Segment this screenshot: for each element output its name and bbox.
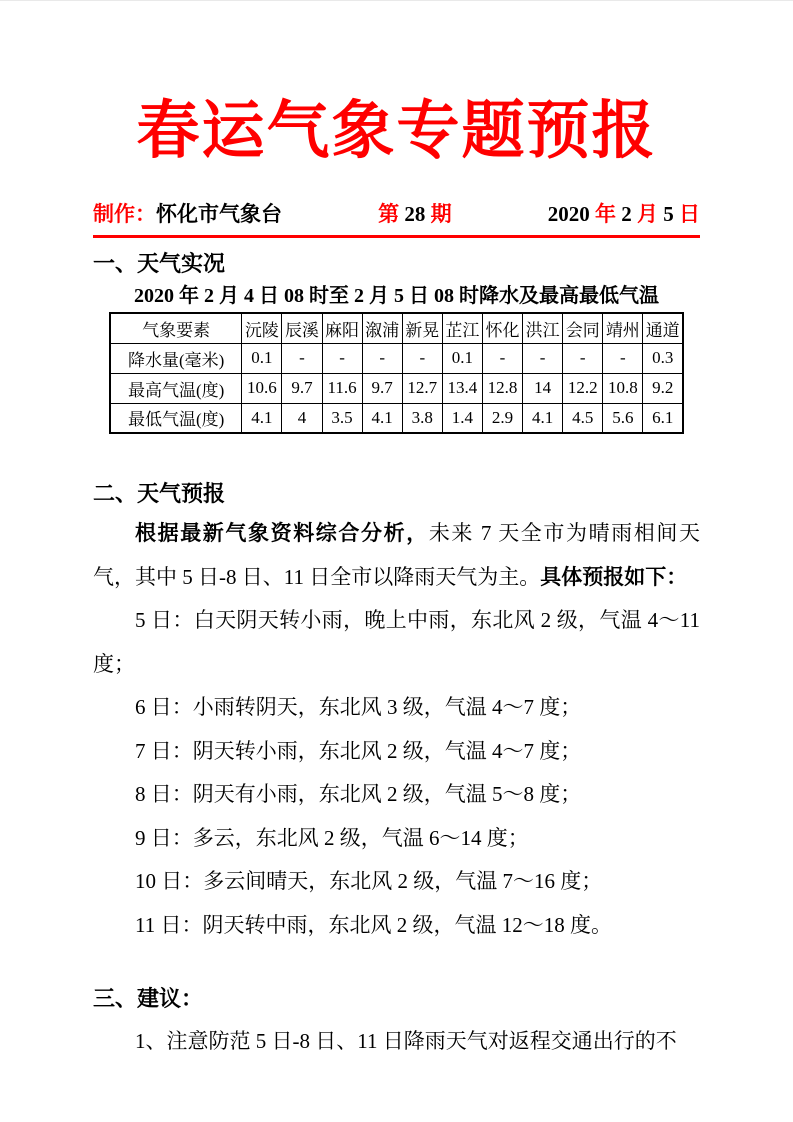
forecast-day-line: 11 日：阴天转中雨，东北风 2 级，气温 12～18 度。	[135, 912, 612, 937]
table-cell: 10.6	[242, 373, 282, 403]
masthead-date	[548, 201, 700, 227]
table-cell: 4.1	[242, 403, 282, 433]
issue-number: 28	[404, 202, 426, 226]
forecast-intro-tail: 具体预报如下：	[540, 564, 688, 589]
table-cell: 13.4	[442, 373, 482, 403]
table-cell: 4.1	[362, 403, 402, 433]
forecast-day-line: 9 日：多云，东北风 2 级，气温 6～14 度；	[135, 825, 529, 850]
table-row-label: 最高气温(度)	[110, 373, 242, 403]
table-header-cell: 气象要素	[110, 313, 242, 343]
table-cell: 4.1	[523, 403, 563, 433]
table-cell: 0.1	[242, 343, 282, 373]
table-cell: 4	[282, 403, 322, 433]
issue-suffix: 期	[425, 202, 452, 226]
section3-heading: 三、建议：	[93, 986, 204, 1011]
table-cell: 9.2	[643, 373, 683, 403]
suggestion-item: 1、注意防范 5 日-8 日、11 日降雨天气对返程交通出行的不	[135, 1029, 677, 1053]
table-cell: 2.9	[482, 403, 522, 433]
forecast-intro	[93, 512, 700, 599]
table-header-cell: 靖州	[603, 313, 643, 343]
table-header-cell: 会同	[563, 313, 603, 343]
date-year-unit: 年	[589, 202, 622, 226]
document-title: 春运气象专题预报	[136, 96, 657, 166]
date-year: 2020	[547, 202, 590, 226]
masthead-producer	[93, 201, 282, 227]
table-cell: 12.2	[563, 373, 603, 403]
table-header-cell: 通道	[643, 313, 683, 343]
table-cell: 4.5	[563, 403, 603, 433]
date-day-unit: 日	[673, 202, 700, 226]
table-row-min-temp	[110, 403, 683, 433]
forecast-day-line: 8 日：阴天有小雨，东北风 2 级，气温 5～8 度；	[135, 782, 582, 806]
masthead-issue	[378, 201, 452, 227]
table-header-cell: 麻阳	[322, 313, 362, 343]
table-cell: -	[282, 343, 322, 373]
table-cell: -	[523, 343, 563, 373]
table-header-row	[110, 313, 683, 343]
table-cell: 11.6	[322, 373, 362, 403]
section1-heading: 一、天气实况	[93, 251, 226, 276]
table-cell: -	[603, 343, 643, 373]
table-header-cell: 沅陵	[242, 313, 282, 343]
producer-label: 制作：	[93, 202, 156, 226]
table-cell: 6.1	[643, 403, 683, 433]
table-row-precipitation	[110, 343, 683, 373]
table-cell: -	[362, 343, 402, 373]
producer-value: 怀化市气象台	[156, 202, 282, 226]
forecast-day-line: 6 日：小雨转阴天，东北风 3 级，气温 4～7 度；	[135, 695, 582, 719]
table-cell: 9.7	[282, 373, 322, 403]
table-cell: -	[482, 343, 522, 373]
forecast-day-line: 7 日：阴天转小雨，东北风 2 级，气温 4～7 度；	[135, 738, 582, 763]
table-cell: 3.8	[402, 403, 442, 433]
table-header-cell: 溆浦	[362, 313, 402, 343]
date-month-unit: 月	[631, 202, 664, 226]
date-month: 2	[621, 202, 632, 226]
table-row-label: 降水量(毫米)	[110, 343, 242, 373]
weather-table	[109, 312, 684, 434]
section2-heading: 二、天气预报	[93, 481, 226, 506]
table-cell: 9.7	[362, 373, 402, 403]
forecast-intro-lead: 根据最新气象资料综合分析，	[135, 521, 429, 545]
table-cell: 5.6	[603, 403, 643, 433]
table-cell: -	[402, 343, 442, 373]
date-day: 5	[663, 202, 674, 226]
table-cell: 12.7	[402, 373, 442, 403]
table-cell: -	[563, 343, 603, 373]
table-row-label: 最低气温(度)	[110, 403, 242, 433]
header-rule	[93, 235, 700, 238]
table-cell: 14	[523, 373, 563, 403]
table-cell: 0.3	[643, 343, 683, 373]
issue-prefix: 第	[378, 202, 405, 226]
table-header-cell: 辰溪	[282, 313, 322, 343]
table-header-cell: 新晃	[402, 313, 442, 343]
table-cell: 1.4	[442, 403, 482, 433]
table-cell: 0.1	[442, 343, 482, 373]
weather-table-title: 2020 年 2 月 4 日 08 时至 2 月 5 日 08 时降水及最高最低气温	[134, 285, 659, 307]
forecast-day-line: 10 日：多云间晴天，东北风 2 级，气温 7～16 度；	[135, 869, 603, 893]
forecast-day-line: 5 日：白天阴天转小雨，晚上中雨，东北风 2 级，气温 4～11 度；	[93, 608, 700, 676]
table-header-cell: 怀化	[482, 313, 522, 343]
table-row-max-temp	[110, 373, 683, 403]
table-cell: -	[322, 343, 362, 373]
table-cell: 12.8	[482, 373, 522, 403]
table-cell: 3.5	[322, 403, 362, 433]
table-header-cell: 洪江	[523, 313, 563, 343]
forecast-intro-body: 未来 7 天全市为晴雨相间天气，其中 5 日-8 日、11 日全市以降雨天气为主。	[93, 521, 701, 589]
masthead	[93, 201, 700, 227]
table-header-cell: 芷江	[442, 313, 482, 343]
table-cell: 10.8	[603, 373, 643, 403]
